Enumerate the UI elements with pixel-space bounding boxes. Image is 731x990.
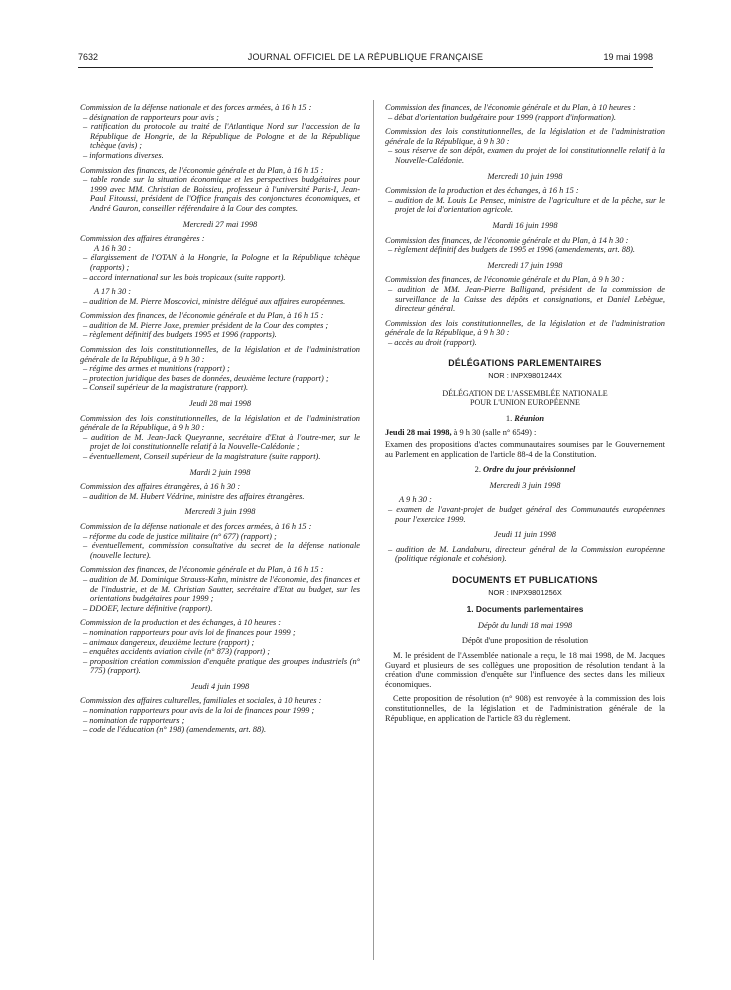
commission-heading: Commission des lois constitutionnelles, de la législation et de l'administration générale de la République, à 9 h 30 : [80, 413, 360, 433]
day-heading: Mercredi 27 mai 1998 [182, 219, 258, 229]
agenda-item: – débat d'orientation budgétaire pour 1999 (rapport d'information). [388, 112, 616, 122]
agenda-item: – audition de M. Pierre Joxe, premier président de la Cour des comptes ; [83, 320, 329, 330]
agenda-item: – animaux dangereux, deuxième lecture (rapport) ; [83, 637, 255, 647]
right-agenda [385, 103, 665, 347]
commission-heading: Commission des affaires étrangères : [80, 234, 205, 244]
commission-heading: Commission des finances, de l'économie générale et du Plan, à 14 h 30 : [385, 235, 629, 245]
journal-title: JOURNAL OFFICIEL DE LA RÉPUBLIQUE FRANÇAISE [247, 52, 484, 62]
section-number: 2. [474, 465, 481, 475]
commission-heading: Commission de la défense nationale et des forces armées, à 16 h 15 : [80, 521, 312, 531]
section-reunion-heading [385, 414, 665, 424]
commission-heading: Commission de la production et des échanges, à 16 h 15 : [385, 186, 579, 196]
delegation-name-line-1: DÉLÉGATION DE L'ASSEMBLÉE NATIONALE [442, 388, 608, 398]
commission-heading: Commission des finances, de l'économie générale et du Plan, à 10 heures : [385, 103, 636, 112]
section-agenda-heading [385, 465, 665, 475]
agenda-item: – accord international sur les bois tropicaux (suite rapport). [83, 272, 286, 282]
agenda-item: – enquêtes accidents aviation civile (n° 873) (rapport) ; [83, 647, 271, 657]
right-column [385, 103, 665, 728]
agenda-item: – régime des armes et munitions (rapport) ; [83, 364, 230, 374]
agenda-date: Mercredi 3 juin 1998 [489, 480, 561, 490]
agenda-item: – audition de M. Landaburu, directeur général de la Commission européenne (politique régionale et cohésion). [388, 544, 665, 564]
page-header [78, 52, 653, 66]
agenda-item: – DDOEF, lecture définitive (rapport). [83, 603, 213, 613]
commission-heading: Commission des lois constitutionnelles, de la législation et de l'administration générale de la République, à 9 h 30 : [385, 318, 665, 338]
agenda-item: – ratification du protocole au traité de l'Atlantique Nord sur l'accession de la République de Hongrie, de la République de Pologne et de la République tchèque (avis) ; [83, 122, 360, 151]
issue-date: 19 mai 1998 [603, 52, 653, 62]
paragraph: M. le président de l'Assemblée nationale a reçu, le 18 mai 1998, de M. Jacques Guyard et plusieurs de ses collègues une proposition de résolution tendant à la création d'une commission d'enquête sur l'influence des sectes dans les milieux économiques. [385, 650, 665, 689]
deposit-heading: Dépôt d'une proposition de résolution [461, 636, 589, 646]
agenda-item: – élargissement de l'OTAN à la Hongrie, la Pologne et la République tchèque (rapports) ; [83, 253, 360, 272]
agenda-item: – table ronde sur la situation économique et les perspectives budgétaires pour 1999 avec MM. Christian de Boissieu, professeur à l'université Paris-I, Jean-Paul Fitoussi, président de l'Office français des conjonctures économiques, et André Gauron, conseiller référendaire à la Cour des comptes. [83, 175, 360, 213]
agenda-item: – accès au droit (rapport). [388, 337, 477, 347]
day-heading: Mercredi 10 juin 1998 [487, 171, 563, 181]
agenda-time: A 9 h 30 : [399, 495, 432, 505]
day-heading: Jeudi 4 juin 1998 [190, 681, 250, 691]
meeting-date: Jeudi 28 mai 1998, [385, 428, 452, 438]
deposit-date: Dépôt du lundi 18 mai 1998 [477, 620, 573, 630]
delegations-nor: NOR : INPX9801244X [488, 371, 562, 381]
agenda-item: – règlement définitif des budgets 1995 et 1996 (rapports). [83, 330, 277, 340]
agenda-item: – éventuellement, commission consultative du secret de la défense nationale (nouvelle lecture). [83, 541, 360, 560]
delegations-title: DÉLÉGATIONS PARLEMENTAIRES [448, 358, 602, 369]
agenda-item: – nomination rapporteurs pour avis loi de finances pour 1999 ; [83, 627, 296, 637]
agenda-item: – nomination rapporteurs pour avis de la loi de finances pour 1999 ; [83, 706, 315, 716]
commission-heading: Commission des lois constitutionnelles, de la législation et de l'administration générale de la République, à 9 h 30 : [80, 345, 360, 364]
commission-heading: Commission des finances, de l'économie générale et du Plan, à 16 h 15 : [80, 165, 324, 175]
day-heading: Mardi 2 juin 1998 [189, 467, 251, 477]
agenda-item: – audition de M. Jean-Jack Queyranne, secrétaire d'Etat à l'outre-mer, sur le projet de loi constitutionnelle relatif à la Nouvelle-Calédonie ; [83, 432, 360, 452]
agenda-item: – réforme du code de justice militaire (n° 677) (rapport) ; [83, 531, 277, 541]
documents-subtitle: 1. Documents parlementaires [466, 604, 584, 615]
column-separator [373, 100, 374, 960]
meeting-time: à 9 h 30 (salle n° 6549) : [451, 428, 537, 438]
agenda-item: – protection juridique des bases de données, deuxième lecture (rapport) ; [83, 373, 329, 383]
agenda-item: – examen de l'avant-projet de budget général des Communautés européennes pour l'exercice 1999. [388, 505, 665, 524]
agenda-item: – audition de M. Hubert Védrine, ministre des affaires étrangères. [83, 491, 305, 501]
commission-heading: Commission des finances, de l'économie générale et du Plan, à 9 h 30 : [385, 275, 625, 285]
agenda-item: – audition de M. Dominique Strauss-Kahn, ministre de l'économie, des finances et de l'industrie, et de M. Christian Sautter, secrétaire d'Etat au budget, sur les orientations budgétaires pour 1999 ; [83, 574, 360, 604]
agenda-item: – audition de M. Louis Le Pensec, ministre de l'agriculture et de la pêche, sur le projet de loi d'orientation agricole. [388, 195, 665, 215]
agenda-item: – nomination de rapporteurs ; [83, 715, 185, 725]
commission-heading: Commission des affaires culturelles, familiales et sociales, à 10 heures : [80, 696, 322, 706]
agenda-item: – proposition création commission d'enquête pratique des groupes industriels (n° 775) (rapport). [83, 656, 360, 676]
agenda-item: – code de l'éducation (n° 198) (amendements, art. 88). [83, 725, 267, 735]
day-heading: Jeudi 28 mai 1998 [188, 399, 252, 409]
section-title: Réunion [514, 413, 545, 423]
documents-title: DOCUMENTS ET PUBLICATIONS [452, 574, 598, 585]
section-title: Ordre du jour prévisionnel [483, 465, 576, 475]
section-number: 1. [505, 413, 513, 423]
commission-heading: Commission de la défense nationale et des forces armées, à 16 h 15 : [80, 103, 312, 112]
meeting-line [385, 428, 665, 438]
delegation-name [385, 389, 665, 408]
agenda-item: – audition de MM. Jean-Pierre Balligand, président de la commission de surveillance de la Caisse des dépôts et consignations, et Daniel Lebègue, directeur général. [388, 284, 665, 314]
commission-heading: Commission des affaires étrangères, à 16 h 30 : [80, 482, 241, 492]
documents-nor: NOR : INPX9801256X [488, 587, 562, 597]
agenda-item: – désignation de rapporteurs pour avis ; [83, 112, 219, 122]
day-heading: Mercredi 3 juin 1998 [184, 507, 256, 517]
delegation-name-line-2: POUR L'UNION EUROPÉENNE [470, 398, 580, 408]
agenda-item: – Conseil supérieur de la magistrature (rapport). [83, 383, 249, 393]
commission-heading: Commission de la production et des échanges, à 10 heures : [80, 618, 282, 628]
left-column [80, 103, 360, 740]
agenda-item: – règlement définitif des budgets de 1995 et 1996 (amendements, art. 88). [388, 245, 636, 255]
time-heading: A 16 h 30 : [94, 243, 132, 253]
agenda-item: – éventuellement, Conseil supérieur de la magistrature (suite rapport). [83, 452, 321, 461]
agenda-date: Jeudi 11 juin 1998 [494, 530, 556, 540]
commission-heading: Commission des finances, de l'économie générale et du Plan, à 16 h 15 : [80, 311, 324, 321]
agenda-item: – informations diverses. [83, 150, 164, 160]
paragraph: Cette proposition de résolution (n° 908) est renvoyée à la commission des lois constitutionnelles, de la législation et de l'administration générale de la République, en application de l'article 83 du règlement. [385, 694, 665, 723]
page-number: 7632 [78, 52, 99, 62]
agenda-item: – sous réserve de son dépôt, examen du projet de loi constitutionnelle relatif à la Nouvelle-Calédonie. [388, 146, 665, 165]
commission-heading: Commission des finances, de l'économie générale et du Plan, à 16 h 15 : [80, 565, 324, 575]
day-heading: Mardi 16 juin 1998 [492, 220, 558, 230]
header-rule [78, 67, 653, 68]
commission-heading: Commission des lois constitutionnelles, de la législation et de l'administration générale de la République, à 9 h 30 : [385, 127, 665, 146]
meeting-text: Examen des propositions d'actes communautaires soumises par le Gouvernement au Parlement en application de l'article 88-4 de la Constitution. [385, 440, 665, 459]
day-heading: Mercredi 17 juin 1998 [487, 260, 563, 270]
agenda-item: – audition de M. Pierre Moscovici, ministre délégué aux affaires européennes. [83, 296, 346, 306]
time-heading: A 17 h 30 : [94, 287, 132, 297]
